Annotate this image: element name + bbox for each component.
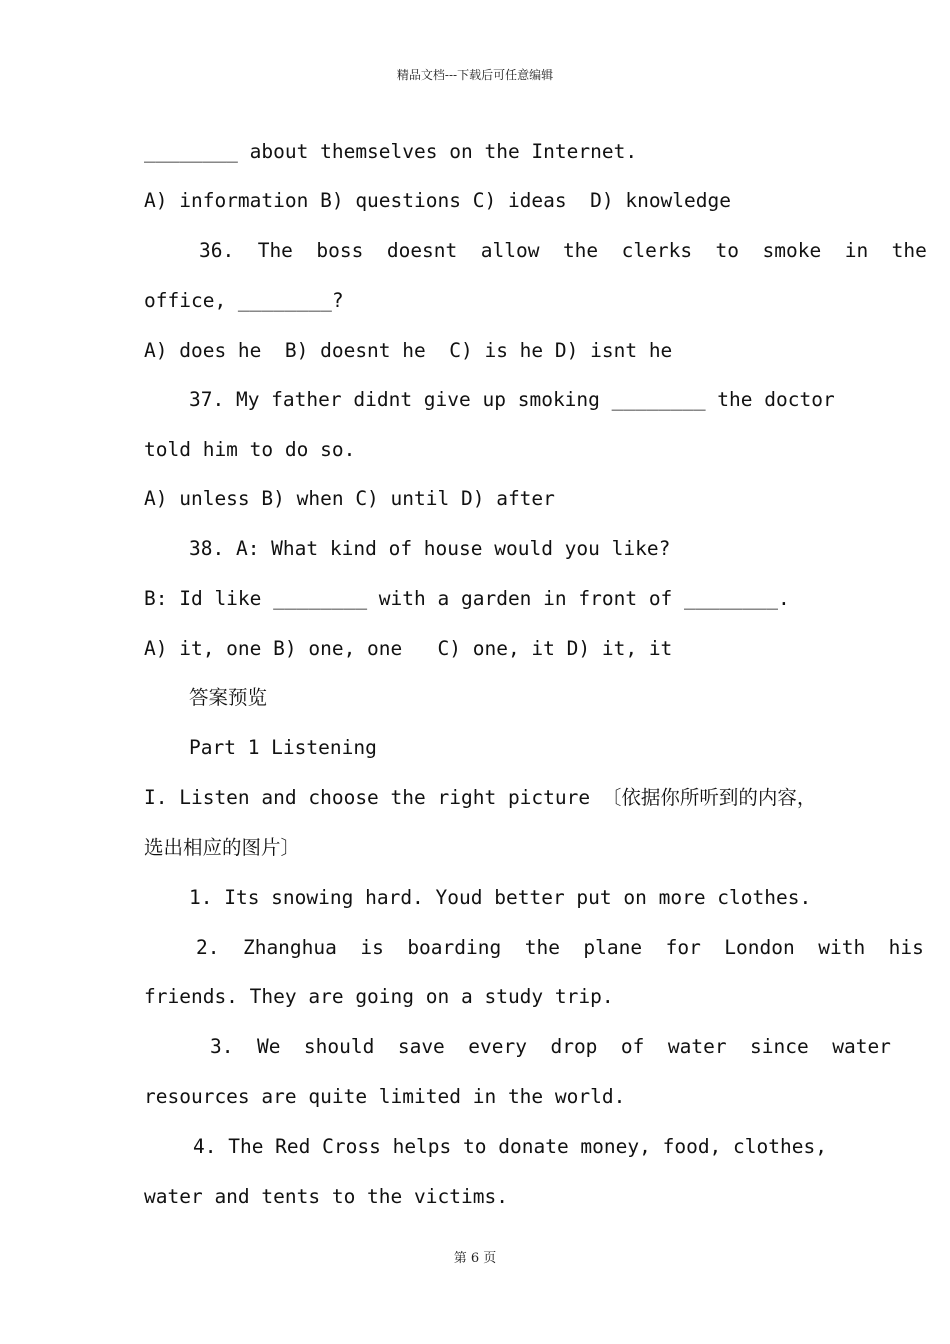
text-line: office, ________? [144, 289, 344, 312]
instruction-line: I. Listen and choose the right picture 〔依据你所听到的内容， [144, 786, 817, 809]
text-line: told him to do so. [144, 438, 356, 461]
section-heading: Part 1 Listening [189, 736, 377, 759]
question-38: 38. A: What kind of house would you like? [189, 537, 671, 560]
text-line: friends. They are going on a study trip. [144, 985, 614, 1008]
question-36: 36. The boss doesnt allow the clerks to smoke in the [199, 239, 927, 262]
answer-preview-heading: 答案预览 [189, 686, 268, 709]
page-number: 第 6 页 [453, 1251, 497, 1266]
answer-item-2: 2. Zhanghua is boarding the plane for London with his [196, 936, 924, 959]
answer-item-3: 3. We should save every drop of water since water [210, 1035, 891, 1058]
text-line: water and tents to the victims. [144, 1185, 508, 1208]
options-38: A) it, one B) one, one C) one, it D) it, it [144, 637, 673, 660]
answer-item-1: 1. Its snowing hard. Youd better put on more clothes. [189, 886, 812, 909]
text-line: B: Id like ________ with a garden in front of ________. [144, 587, 790, 610]
options-37: A) unless B) when C) until D) after [144, 487, 555, 510]
instruction-line: 选出相应的图片〕 [144, 836, 301, 859]
text-line: A) information B) questions C) ideas D) knowledge [144, 189, 731, 212]
page-header: 精品文档---下载后可任意编辑 [396, 68, 554, 82]
text-line: ________ about themselves on the Internet. [144, 140, 638, 163]
options-36: A) does he B) doesnt he C) is he D) isnt he [144, 339, 673, 362]
question-37: 37. My father didnt give up smoking ________ the doctor [189, 388, 835, 411]
text-line: resources are quite limited in the world. [144, 1085, 626, 1108]
answer-item-4: 4. The Red Cross helps to donate money, food, clothes, [193, 1135, 827, 1158]
